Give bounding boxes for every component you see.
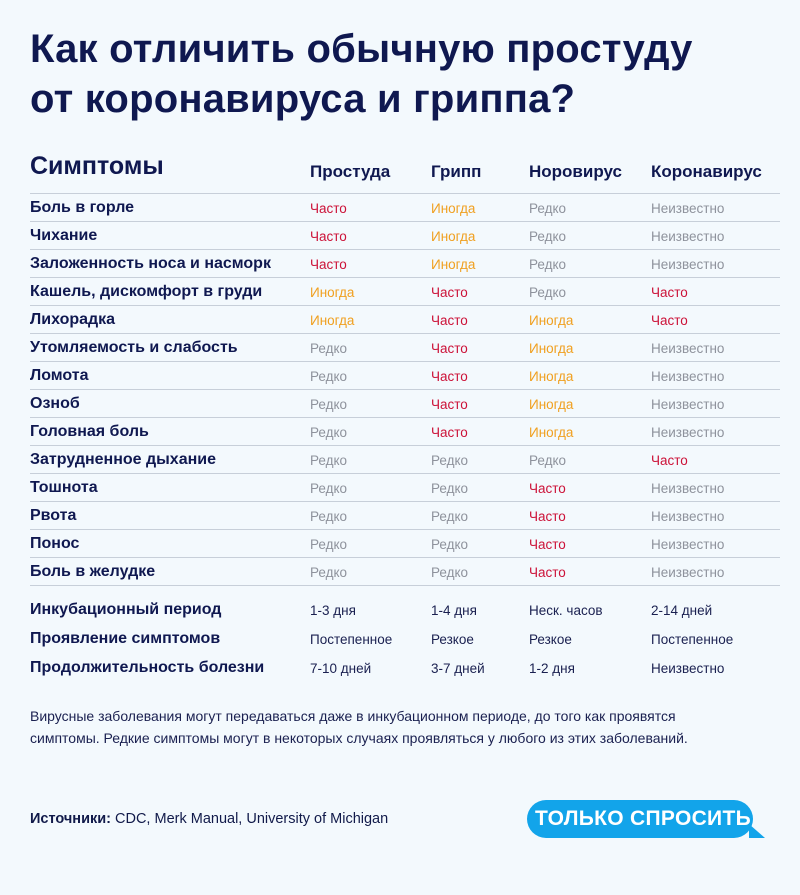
table-row	[30, 334, 780, 362]
frequency-cell: Редко	[310, 369, 348, 384]
frequency-cell: Иногда	[529, 397, 574, 412]
table-row	[30, 558, 780, 586]
table-row	[30, 474, 780, 502]
symptom-name: Ломота	[30, 367, 89, 384]
frequency-cell: Иногда	[310, 285, 355, 300]
table-row	[30, 194, 780, 222]
stats-row	[30, 627, 780, 656]
frequency-cell: Часто	[431, 313, 468, 328]
frequency-cell: Неизвестно	[651, 201, 725, 216]
column-header-coronavirus: Коронавирус	[651, 162, 762, 181]
frequency-cell: Редко	[310, 425, 348, 440]
table-row	[30, 278, 780, 306]
stat-name: Инкубационный период	[30, 601, 222, 618]
symptom-name: Заложенность носа и насморк	[30, 255, 271, 272]
symptoms-table	[30, 193, 780, 586]
frequency-cell: Часто	[651, 313, 688, 328]
frequency-cell: Редко	[310, 453, 348, 468]
stat-value: Постепенное	[310, 632, 393, 647]
frequency-cell: Часто	[431, 397, 468, 412]
table-row	[30, 222, 780, 250]
frequency-cell: Неизвестно	[651, 537, 725, 552]
stat-value: 1-2 дня	[529, 661, 575, 676]
stats-row	[30, 598, 780, 627]
frequency-cell: Часто	[651, 453, 688, 468]
table-row	[30, 418, 780, 446]
frequency-cell: Неизвестно	[651, 425, 725, 440]
frequency-cell: Часто	[310, 201, 347, 216]
frequency-cell: Редко	[310, 481, 348, 496]
frequency-cell: Часто	[529, 509, 566, 524]
frequency-cell: Часто	[529, 481, 566, 496]
table-row	[30, 446, 780, 474]
symptom-name: Боль в желудке	[30, 563, 156, 580]
symptom-name: Чихание	[30, 227, 98, 244]
symptom-name: Затрудненное дыхание	[30, 451, 216, 468]
frequency-cell: Иногда	[431, 257, 476, 272]
frequency-cell: Редко	[529, 453, 567, 468]
frequency-cell: Часто	[529, 537, 566, 552]
symptom-name: Лихорадка	[30, 311, 116, 328]
table-row	[30, 306, 780, 334]
sources-text: CDC, Merk Manual, University of Michigan	[115, 811, 389, 827]
frequency-cell: Часто	[310, 229, 347, 244]
frequency-cell: Неизвестно	[651, 481, 725, 496]
frequency-cell: Редко	[529, 229, 567, 244]
symptom-name: Рвота	[30, 507, 77, 524]
frequency-cell: Неизвестно	[651, 229, 725, 244]
brand-logo	[527, 800, 765, 838]
frequency-cell: Редко	[310, 509, 348, 524]
frequency-cell: Неизвестно	[651, 341, 725, 356]
frequency-cell: Редко	[431, 453, 469, 468]
frequency-cell: Часто	[310, 257, 347, 272]
frequency-cell: Редко	[529, 257, 567, 272]
frequency-cell: Часто	[529, 565, 566, 580]
frequency-cell: Иногда	[529, 369, 574, 384]
stat-value: Резкое	[431, 632, 474, 647]
stat-value: Неск. часов	[529, 603, 603, 618]
frequency-cell: Иногда	[529, 425, 574, 440]
frequency-cell: Редко	[431, 565, 469, 580]
stat-value: 2-14 дней	[651, 603, 713, 618]
frequency-cell: Часто	[431, 425, 468, 440]
table-row	[30, 502, 780, 530]
symptom-name: Понос	[30, 535, 80, 552]
stat-value: Постепенное	[651, 632, 734, 647]
table-row	[30, 530, 780, 558]
stat-value: Неизвестно	[651, 661, 725, 676]
frequency-cell: Иногда	[310, 313, 355, 328]
frequency-cell: Иногда	[431, 229, 476, 244]
frequency-cell: Редко	[431, 537, 469, 552]
stats-table	[30, 598, 780, 685]
frequency-cell: Часто	[651, 285, 688, 300]
frequency-cell: Редко	[431, 481, 469, 496]
stat-name: Продолжительность болезни	[30, 659, 265, 676]
table-row	[30, 390, 780, 418]
table-row	[30, 250, 780, 278]
frequency-cell: Редко	[431, 509, 469, 524]
frequency-cell: Иногда	[529, 341, 574, 356]
frequency-cell: Неизвестно	[651, 565, 725, 580]
frequency-cell: Редко	[529, 285, 567, 300]
stat-value: Резкое	[529, 632, 572, 647]
frequency-cell: Неизвестно	[651, 257, 725, 272]
stat-name: Проявление симптомов	[30, 630, 221, 647]
frequency-cell: Часто	[431, 369, 468, 384]
frequency-cell: Редко	[310, 397, 348, 412]
symptom-name: Утомляемость и слабость	[30, 339, 238, 356]
frequency-cell: Редко	[310, 341, 348, 356]
title-line-2: от коронавируса и гриппа?	[30, 77, 576, 121]
stat-value: 1-4 дня	[431, 603, 477, 618]
symptom-name: Головная боль	[30, 423, 149, 440]
frequency-cell: Иногда	[529, 313, 574, 328]
table-row	[30, 362, 780, 390]
symptom-name: Боль в горле	[30, 199, 135, 216]
symptom-name: Кашель, дискомфорт в груди	[30, 283, 263, 300]
brand-text: ТОЛЬКО СПРОСИТЬ	[535, 807, 751, 830]
stat-value: 7-10 дней	[310, 661, 372, 676]
symptom-name: Озноб	[30, 395, 80, 412]
symptoms-header: Симптомы	[30, 152, 164, 180]
frequency-cell: Редко	[310, 565, 348, 580]
frequency-cell: Редко	[310, 537, 348, 552]
frequency-cell: Иногда	[431, 201, 476, 216]
frequency-cell: Неизвестно	[651, 369, 725, 384]
column-header-norovirus: Норовирус	[529, 162, 622, 181]
stat-value: 1-3 дня	[310, 603, 356, 618]
title-line-1: Как отличить обычную простуду	[30, 27, 693, 71]
footnote: Вирусные заболевания могут передаваться даже в инкубационном периоде, до того как проявятся симптомы. Редкие симптомы могут в некоторых случаях проявляться у любого из этих заболеваний.	[30, 708, 688, 746]
column-header-flu: Грипп	[431, 162, 482, 181]
frequency-cell: Часто	[431, 285, 468, 300]
symptom-name: Тошнота	[30, 479, 98, 496]
sources	[30, 811, 388, 827]
frequency-cell: Неизвестно	[651, 397, 725, 412]
stat-value: 3-7 дней	[431, 661, 485, 676]
stats-row	[30, 656, 780, 685]
frequency-cell: Часто	[431, 341, 468, 356]
frequency-cell: Неизвестно	[651, 509, 725, 524]
page-title	[30, 24, 693, 124]
frequency-cell: Редко	[529, 201, 567, 216]
sources-label: Источники:	[30, 811, 111, 827]
column-header-cold: Простуда	[310, 162, 391, 181]
table-header	[30, 150, 780, 190]
